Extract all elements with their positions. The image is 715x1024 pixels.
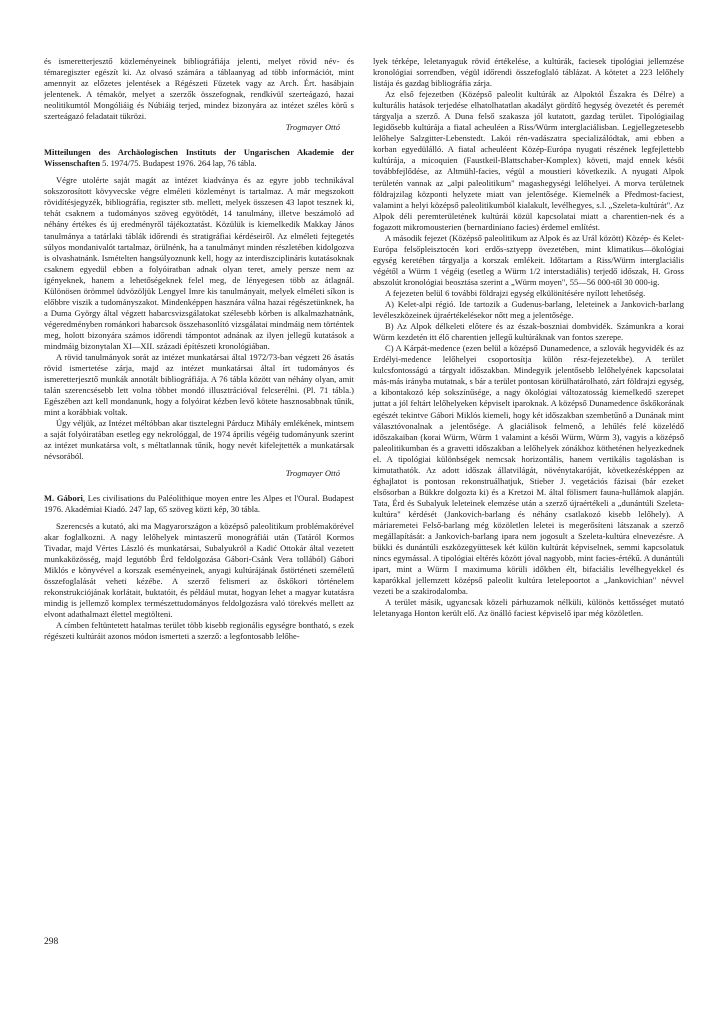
left-column: [44, 56, 354, 642]
body-paragraph: C) A Kárpát-medence (ezen belül a középső Dunamedence, a szlovák hegyvidék és az Erdélyi-medence lelőhelyei csoportosítja külön rész-fejezetekbe). A terület kulcsfontosságú a tárgyalt időszakban. Mindegyik jelentősebb lelőhelyének kapcsolatai más-más irányba mutatnak, s bár a terület pontosan körülhatárolható, zárt földrajzi egység, a kibontakozó kép sokszínűsége, a nagy ökológiai változatosság kiemelkedő szerepet juttat a jól feltárt lelőhelyeken képviselt iparoknak. A középső Dunamedence őskőkorának egészét tekintve Gábori Miklós kiemeli, hogy két időszakban szembetűnő a Dunának mint választóvonalnak a jelentősége. A glaciálisok felmenő, a lehűlés felé közelédő időszakaiban (korai Würm, Würm 1 valamint a késői Würm, Würm 3), vagyis a középső paleolitikumban és a gravetti időszakban a lelőhelyek zónákhoz kötheténen helyezkednek el. A tipológiai különbségek nemcsak horizontális, hanem vertikális tagolásban is kimutathatók. Az adott időszak állatvilágát, növénytakaróját, következésképpen az éghajlatot is pontosan rekonstruálhatjuk, Stieber J. vegetációs fázisai (bár ezeket elsősorban a Bükkre dolgozta ki) és a Kretzoi M. által fölismert fauna-hullámok alapján. Tata, Érd és Subalyuk leleteinek elemzése után a szerző újraértékeli a „dunántúli Szeleta-kultúra" kérdését (Jankovich-barlang és néhány csatlakozó kisebb lelőhely). A máriaremetei Felső-barlang még közöletlen leletei is megerősíteni látszanak a szerző megállapítását: a Jankovich-barlang ipara nem jogosult a Szeleta-kultúra elnevezésre. A bükki és dunántúli eszközegyüttesek két külön kultúrát képviselnek, semmi kapcsolatuk nincs egymással. A tipológiai eltérés között jóval nagyobb, mint facies-értékű. A dunántúli ipart, mint a Würm I maximuma körüli időkben élt, bifaciális levélhegyekkel és kaparókkal jellemzett középső paleolit kultúra letelepoortot a „Jankovichian" névvel vezeti be a szakirodalomba.: [373, 343, 684, 597]
body-paragraph: A fejezeten belül 6 további földrajzi egység elkülönítésére nyílott lehetőség.: [385, 287, 646, 298]
signature: Trogmayer Ottó: [285, 122, 340, 133]
body-paragraph: B) Az Alpok délkeleti előtere és az észak-boszniai dombvidék. Számunkra a korai Würm kezdetén itt élő charentien jellegű kultúráknak van fontos szerepe.: [373, 321, 684, 343]
review-title: Mitteilungen des Archäologischen Instituts der Ungarischen Akademie der Wissenschaften: [44, 147, 354, 169]
review-paragraph: Végre utolérte saját magát az intézet kiadványa és az egyre jobb technikával sokszorosított kövyvecske végre elméleti közleményt is tartalmaz. A már megszokott rövidítésjegyzék, bibliográfia, regiszter stb. mellett, melyek összesen 43 lapot tesznek ki, tehát csaknem a tudományos szöveg egyötödét, 14 tanulmány, illetve beszámoló ad néhány értékes és új eredményről tájékoztatást. Közülük is kiemelkedik Makkay János tanulmánya a tatárlaki táblák időrendi és stratigráfiai kérdéseiről. Az elméleti fejtegetés súlyos mondanivalót tartalmaz, örülnénk, ha a tanulmányt minden részletében kidolgozva is olvashatnánk. Ismételten hangsúlyoznunk kell, hogy az interdiszciplináris kutatásoknak csaknem egyedül ebben a folyóiratban adnak olyan teret, amely persze nem az igényeknek, hanem a lehetőségeknek felel meg, de lényegesen több az átlagnál. Különösen örömmel üdvözöljük Lengyel Imre kis tanulmányait, melyek elméleti síkon is előbbre viszik a tudományszakot. Mindenképpen hasznára válna hazai régészetünknek, ha a Duma György által végzett habarcsvizsgálatokat szélesebb körben is alkalmazhatnánk, végeredményben románkori habarcsok összehasonlító vizsgálatai mindmáig nem történtek meg, holott bizonyára számos időrendi támpontot adnának az ilyen jellegű kutatások a mindmáig bizonytalan XI—XII. századi építészeti kronológiában.: [44, 175, 354, 351]
review-author: M. Gábori: [44, 492, 83, 503]
page-number: 298: [44, 937, 59, 947]
intro-paragraph: és ismeretterjesztő közleményeinek bibliográfiája jelenti, melyet rövid név- és témaregiszter egészít ki. Az olvasó számára a táblaanyag ad több információt, mint amennyit az előzetes jelentések a Régészeti Füzetek vagy az Arch. Ért. hasábjain jelentenek. A témakör, melyet a szerzők összefognak, rendkívül szerteágazó, hazai neolitikumtól Mongóliáig és Núbiáig terjed, mindez bizonyára az intézet széles körű s szerteágazó feladatait tükrözi.: [44, 56, 354, 122]
review-paragraph: Szerencsés a kutató, aki ma Magyarországon a középső paleolitikum problémakörével akar foglalkozni. A nagy lelőhelyek mintaszerű monográfiái után (Tatáról Kormos Tivadar, majd Vértes László és munkatársai, Subalyukról a Kadić Ottokár által vezetett munkaközösség, majd legutóbb Érd feldolgozása Gábori-Csánk Vera tollából) Gábori Miklós e könyvével a korszak eseményeinek, anyagi kultúrájának őstörténeti személetű összefoglalását veheti kézébe. A szerző felismeri az őskőkori történelem rekonstrukciójának korlátait, buktatóit, és például mutat, hogyan lehet a magyar kutatásra mindig is jellemző komplex természettudományos feldolgozásra való törekvés mellett az elvont adathalmazt élettel megtölteni.: [44, 520, 354, 619]
review-paragraph: Úgy véljük, az Intézet méltóbban akar tisztelegni Párducz Mihály emlékének, mintsem a saját folyóiratában esetleg egy nekrológgal, de 1974 április végéig tudományunk szerint az intézet munkatársa volt, s méltatlannak tűnik, hogy nevét kifelejtették a munkatársak névsorából.: [44, 418, 354, 462]
review-paragraph: A rövid tanulmányok sorát az intézet munkatársai által 1972/73-ban végzett 26 ásatás rövid ismertetése zárja, majd az intézet munkatársai által írt tudományos és ismeretterjesztő munkák annotált bibliográfiája. A 76 tábla között van néhány olyan, amit talán szerencsésebb lett volna többet mondó illusztrációval felcserélni. (Pl. 71 tábla.) Egészében azt kell mondanunk, hogy a folyóirat kézben levő kötete hasznosabbnak tűnik, mint a korábbiak voltak.: [44, 352, 354, 418]
review-heading: [44, 493, 354, 515]
body-paragraph: A terület másik, ugyancsak közeli párhuzamok nélküli, különös kettősséget mutató leletanyaga Honton került elő. Az önálló faciest képviselő ipar még közöletlen.: [373, 597, 684, 619]
review-details: , Les civilisations du Paléolithique moyen entre les Alpes et l'Oural. Budapest 1976. Akadémiai Kiadó. 247 lap, 65 szöveg közti kép, 30 tábla.: [44, 492, 354, 514]
signature: Trogmayer Ottó: [285, 467, 340, 478]
body-paragraph: Az első fejezetben (Középső paleolit kultúrák az Alpoktól Északra és Délre) a kulturális hatások terjedése elhatolhatatlan akadályt gördítő hegység övezetét és peremét tárgyalja a szerző. A Duna felső szakasza jól kutatott, gazdag terület. Tipológiailag legidősebb kultúrája a fiatal acheuléen a Riss/Würm interglaciálisban. Legjellegzetesebb lelőhelye Salzgitter-Lebenstedt. Lakói rén-vadászatra specializálódtak, ami ebben a korban egyedülálló. A fiatal acheuléent Közép-Európa nyugati részének legfejlettebb kultúrája, a micoquien (Faustkeil-Blattschaber-Komplex) követi, majd ennek késői továbbfejlődése, az Altmühl-facies, végül a moustieri következik. A nyugati Alpok területén vannak az „alpi paleolitikum" magashegységi lelőhelyei. A morva területnek földrajzilag központi helyzete miatt van jelentősége. Kiemelnék a Předmost-faciest, valamint a helyi középső paleolitikumból kialakult, levélhegyes, s.l. „Szeleta-kultúrát". Az Alpok déli peremterületének kultúrái közül kapcsolatai miatt a charentien-nek és a fogazott mikromousterien (bernardiniano facies) érdemel említést.: [373, 89, 684, 232]
review-paragraph: A címben feltüntetett hatalmas terület több kisebb regionális egységre bontható, s ezek régészeti kultúráit azonos módon ismerteti a szerző: a legfontosabb lelőhe-: [44, 619, 354, 641]
review-details: 5. 1974/75. Budapest 1976. 264 lap, 76 tábla.: [100, 158, 257, 169]
body-paragraph: A második fejezet (Középső paleolitikum az Alpok és az Urál között) Közép- és Kelet-Európa felsőpleisztocén kori erdős-sztyepp övezetében, mint klimatikus—ökológiai egység keretében tárgyalja a korszak emlékeit. Időtartam a Riss/Würm interglaciális végétől a Würm 1 végéig (esetleg a Würm 1/2 interstadiális) terjedő időszak, H. Gross abszolút kronológiai beosztása szerint a „Würm moyen", 55—56 000-től 30 000-ig.: [373, 232, 684, 287]
body-paragraph: A) Kelet-alpi régió. Ide tartozik a Gudenus-barlang, leleteinek a Jankovich-barlang levéleszközeinek újraértékelésekor nőtt meg a jelentősége.: [373, 299, 684, 321]
review-heading: [44, 147, 354, 169]
right-column: [373, 56, 684, 619]
body-paragraph: lyek térképe, leletanyaguk rövid értékelése, a kultúrák, faciesek tipológiai jellemzése kronológiai sorrendben, végül időrendi összefoglaló táblázat. A kötetet a 223 lelőhely listája és gazdag bibliográfia zárja.: [373, 56, 684, 89]
